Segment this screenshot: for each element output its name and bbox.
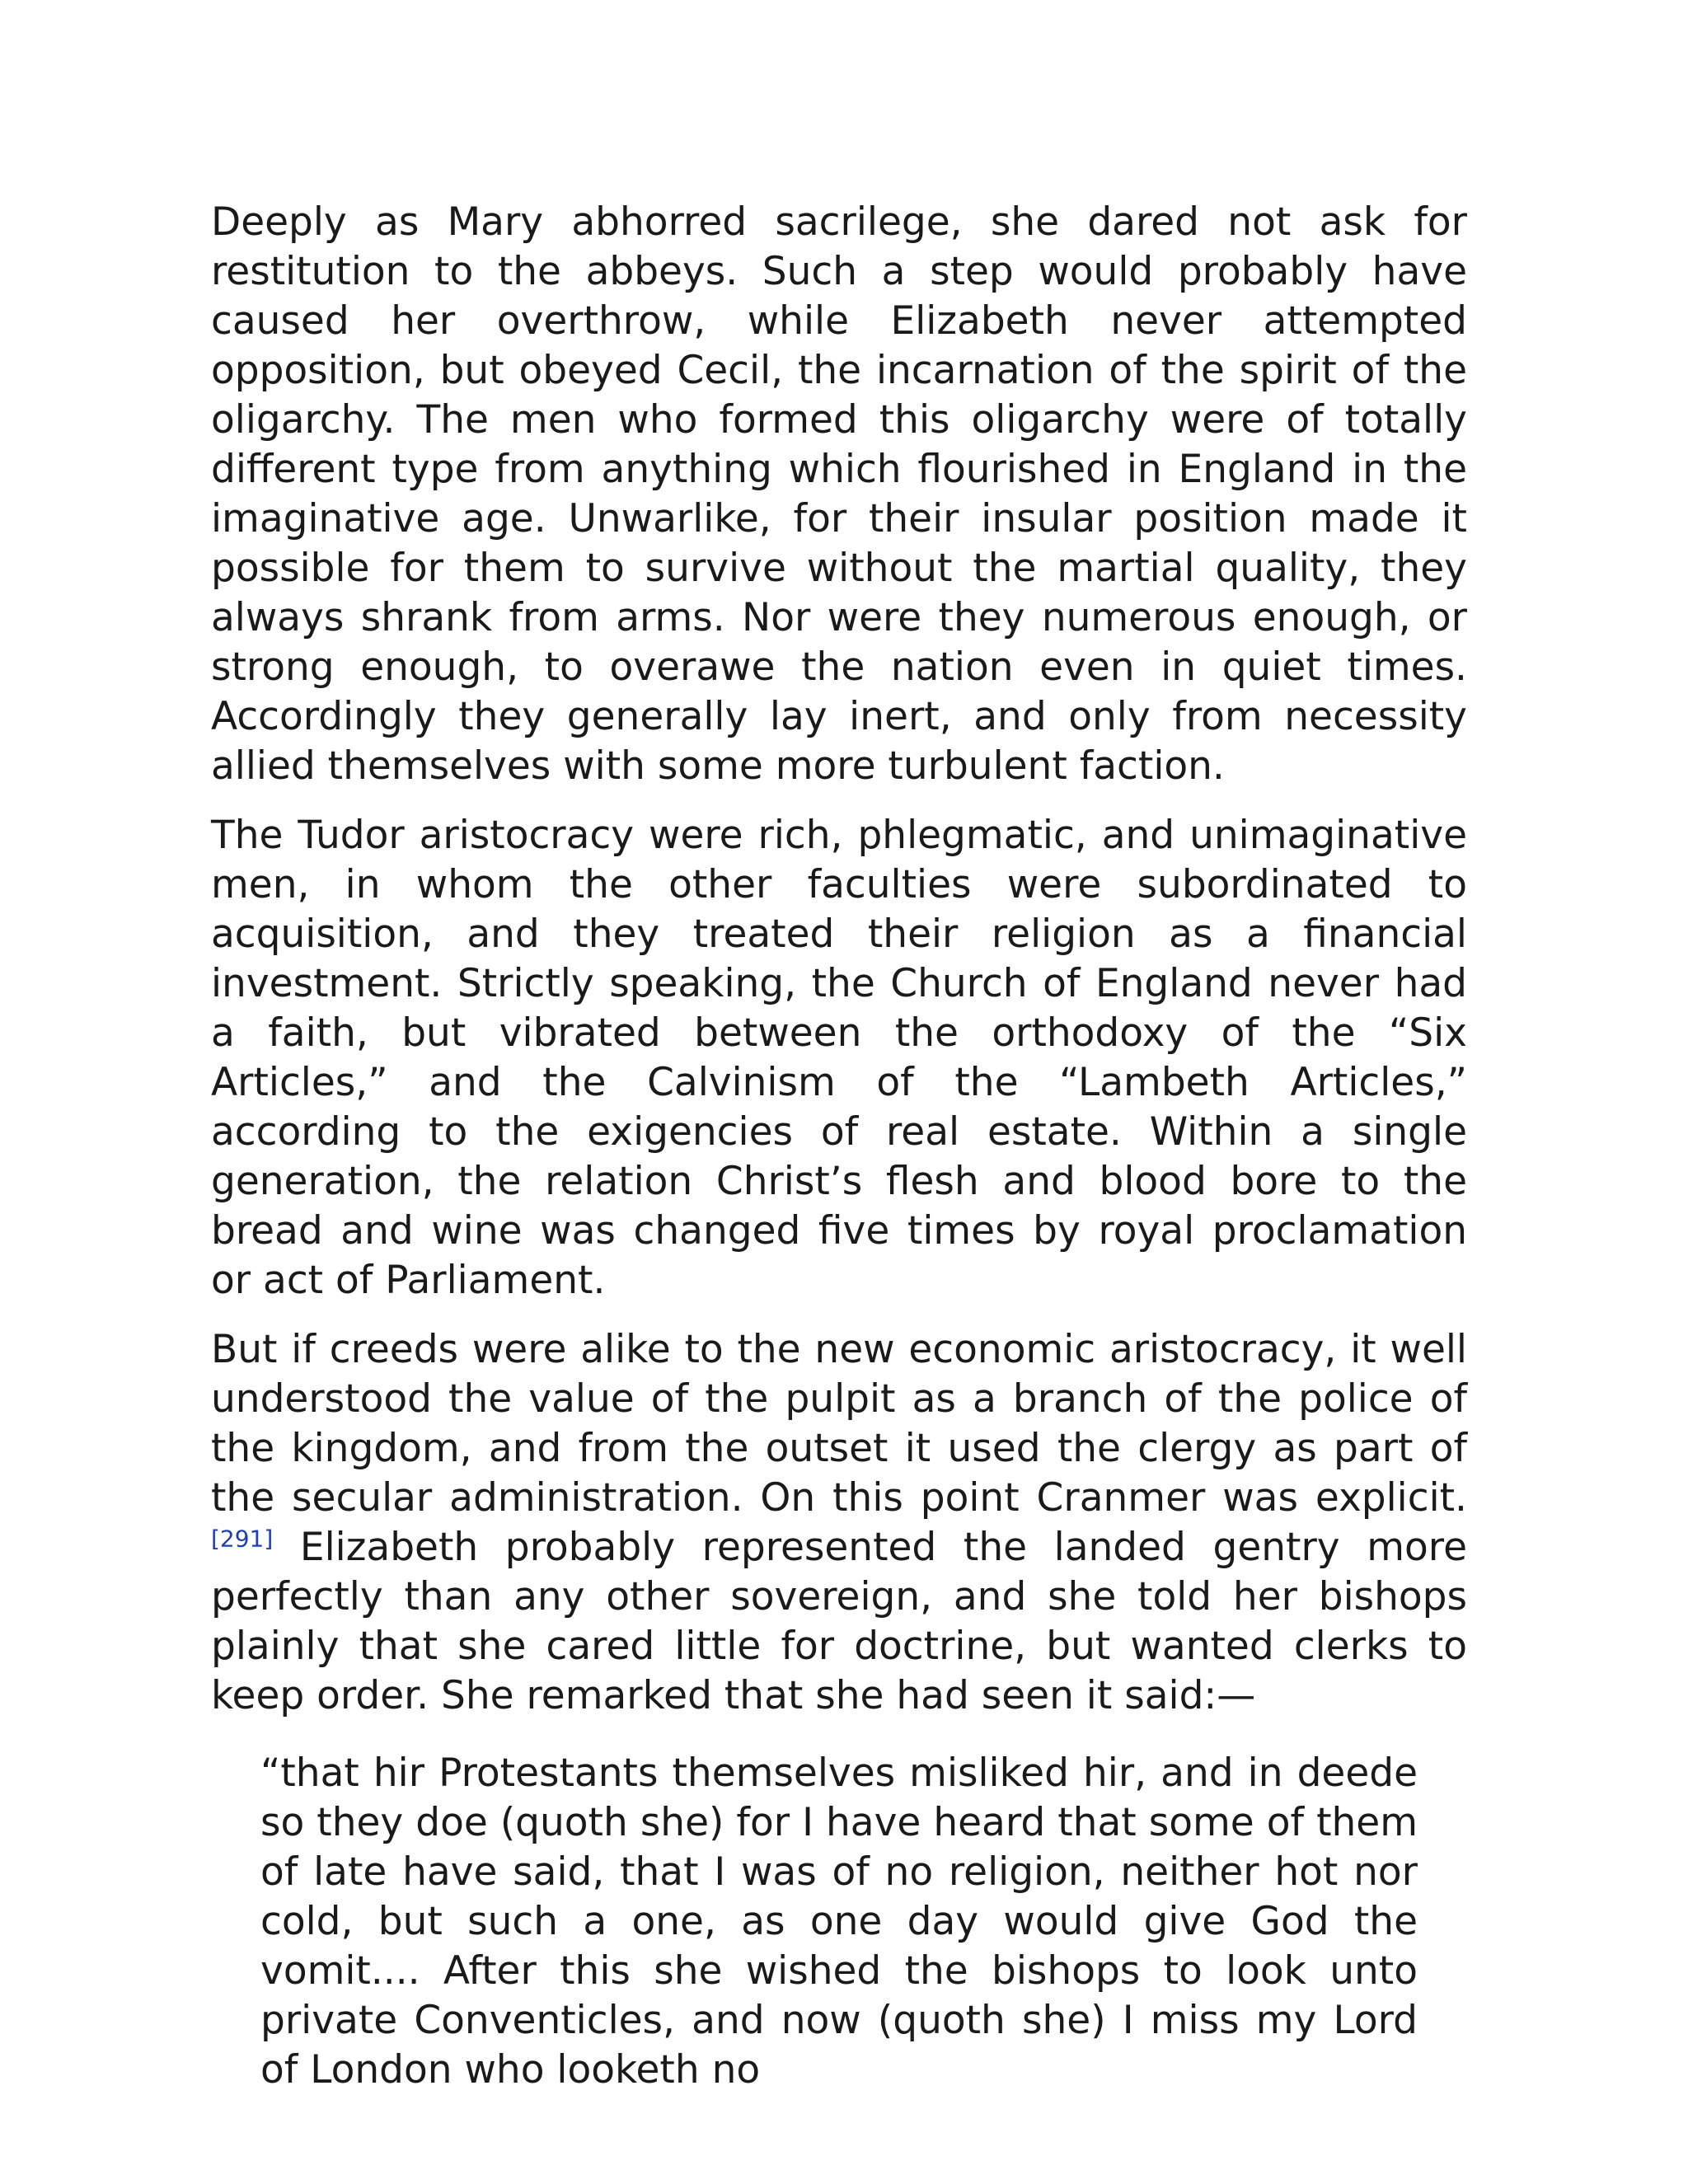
footnote-link-291[interactable]: [291] — [211, 1525, 274, 1553]
paragraph-3-text-after-note: Elizabeth probably represented the landed gentry more perfectly than any other sovereign, and she told her bishops plainly that she cared little for doctrine, but wanted clerks to keep order. She remarked that she had seen it said:— — [211, 1525, 1467, 1718]
paragraph-1: Deeply as Mary abhorred sacrilege, she dared not ask for restitution to the abbeys. Such a step would probably have caused her overthrow, while Elizabeth never attempted opposition, but obeyed Cecil, the incarnation of the spirit of the oligarchy. The men who formed this oligarchy were of totally different type from anything which flourished in England in the imaginative age. Unwarlike, for their insular position made it possible for them to survive without the martial quality, they always shrank from arms. Nor were they numerous enough, or strong enough, to overawe the nation even in quiet times. Accordingly they generally lay inert, and only from necessity allied themselves with some more turbulent faction. — [211, 199, 1467, 789]
block-quote: “that hir Protestants themselves misliked hir, and in deede so they doe (quoth she) for I have heard that some of them of late have said, that I was of no religion, neither hot nor cold, but such a one, as one day would give God the vomit.... After this she wished the bishops to look unto private Conventicles, and now (quoth she) I miss my Lord of London who looketh no — [260, 1750, 1418, 2093]
paragraph-3 — [211, 1325, 1467, 1721]
paragraph-2: The Tudor aristocracy were rich, phlegmatic, and unimaginative men, in whom the other faculties were subordinated to acquisition, and they treated their religion as a financial investment. Strictly speaking, the Church of England never had a faith, but vibrated between the orthodoxy of the “Six Articles,” and the Calvinism of the “Lambeth Articles,” according to the exigencies of real estate. Within a single generation, the relation Christ’s flesh and blood bore to the bread and wine was changed five times by royal proclamation or act of Parliament. — [211, 813, 1467, 1303]
page-body — [211, 198, 1467, 2095]
paragraph-3-text-before-note: But if creeds were alike to the new economic aristocracy, it well understood the value of the pulpit as a branch of the police of the kingdom, and from the outset it used the clergy as part of the secular administration. On this point Cranmer was explicit. — [211, 1327, 1467, 1521]
